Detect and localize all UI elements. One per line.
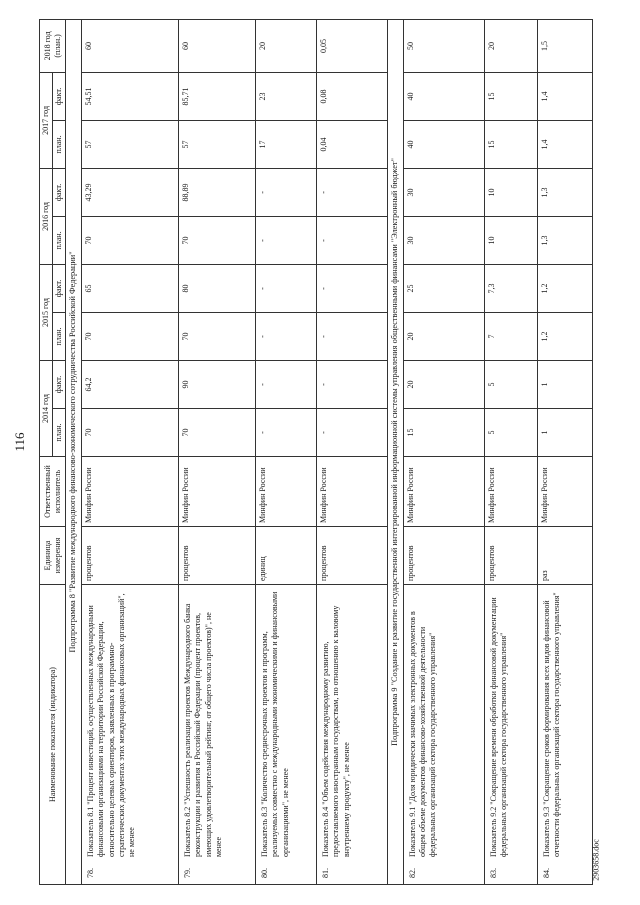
value-cell: 70: [179, 409, 256, 457]
value-cell: 15: [403, 409, 484, 457]
responsible-cell: Минфин России: [82, 457, 179, 527]
value-cell: 1,2: [537, 264, 592, 312]
page-number: 116: [12, 432, 27, 452]
indicator-cell: [317, 585, 388, 885]
responsible-cell: Минфин России: [256, 457, 317, 527]
header-fact: факт.: [53, 264, 66, 312]
value-cell: 0,08: [317, 72, 388, 120]
header-year-2018: 2018 год (план.): [40, 19, 66, 72]
value-cell: -: [256, 216, 317, 264]
value-cell: 23: [256, 72, 317, 120]
value-cell: -: [256, 264, 317, 312]
header-fact: факт.: [53, 72, 66, 120]
value-cell: 0,05: [317, 19, 388, 72]
value-cell: -: [256, 409, 317, 457]
value-cell: 15: [484, 72, 537, 120]
value-cell: 65: [82, 264, 179, 312]
header-fact: факт.: [53, 360, 66, 408]
value-cell: 0,04: [317, 120, 388, 168]
header-responsible: Ответственный исполнитель: [40, 457, 66, 527]
unit-cell: процентов: [317, 527, 388, 585]
responsible-cell: Минфин России: [484, 457, 537, 527]
unit-cell: раз: [537, 527, 592, 585]
header-year-2017: 2017 год: [40, 72, 53, 168]
indicator-cell: [82, 585, 179, 885]
value-cell: 1,2: [537, 312, 592, 360]
indicator-cell: [484, 585, 537, 885]
indicator-name: Показатель 9.3 "Сокращение сроков формирования всех видов финансовой отчетности федеральных организаций сектора государственного управления": [541, 592, 561, 857]
row-number: 78.: [86, 868, 96, 878]
row-number: 82.: [407, 868, 417, 878]
value-cell: 60: [179, 19, 256, 72]
indicator-cell: [403, 585, 484, 885]
value-cell: 25: [403, 264, 484, 312]
value-cell: 30: [403, 168, 484, 216]
header-year-2014: 2014 год: [40, 360, 53, 456]
indicator-name: Показатель 8.3 "Количество среднесрочных проектов и программ, реализуемых совместно с международными экономическими и финансовыми организациями", не менее: [260, 591, 290, 857]
header-fact: факт.: [53, 168, 66, 216]
value-cell: -: [256, 312, 317, 360]
unit-cell: процентов: [403, 527, 484, 585]
value-cell: 17: [256, 120, 317, 168]
value-cell: 70: [82, 216, 179, 264]
row-number: 81.: [321, 868, 331, 878]
header-row-years: [40, 19, 53, 884]
indicator-cell: [179, 585, 256, 885]
responsible-cell: Минфин России: [403, 457, 484, 527]
value-cell: -: [317, 168, 388, 216]
footer-filename: 2903658.doc: [591, 839, 601, 881]
header-name: Наименование показателя (индикатора): [40, 585, 66, 885]
value-cell: -: [317, 409, 388, 457]
value-cell: 1,3: [537, 168, 592, 216]
header-plan: план.: [53, 409, 66, 457]
value-cell: 20: [256, 19, 317, 72]
subprogram-8-title: Подпрограмма 8 "Развитие международного финансово-экономического сотрудничества Российской Федерации": [66, 19, 82, 884]
rotated-report-sheet: [39, 0, 584, 905]
value-cell: 1: [537, 360, 592, 408]
indicator-name: Показатель 9.1 "Доля юридически значимых электронных документов в общем объеме документов финансово-хозяйственной деятельности федеральных организаций сектора государственного управления": [407, 611, 438, 857]
indicator-table: [39, 19, 593, 885]
row-number: 80.: [260, 868, 270, 878]
value-cell: -: [317, 216, 388, 264]
unit-cell: процентов: [484, 527, 537, 585]
table-row: [317, 19, 388, 884]
value-cell: 10: [484, 168, 537, 216]
value-cell: 1,3: [537, 216, 592, 264]
value-cell: -: [256, 360, 317, 408]
value-cell: 30: [403, 216, 484, 264]
value-cell: 5: [484, 360, 537, 408]
value-cell: 1,5: [537, 19, 592, 72]
unit-cell: процентов: [82, 527, 179, 585]
header-plan: план.: [53, 312, 66, 360]
value-cell: 43,29: [82, 168, 179, 216]
subprogram-row: [388, 19, 404, 884]
table-row: [256, 19, 317, 884]
value-cell: -: [256, 168, 317, 216]
value-cell: 7: [484, 312, 537, 360]
row-number: 84.: [541, 868, 551, 878]
value-cell: 1: [537, 409, 592, 457]
value-cell: 1,4: [537, 120, 592, 168]
subprogram-9-title: Подпрограмма 9 "Создание и развитие государственной интегрированной информационной системы управления общественными финансами "Электронный бюджет": [388, 19, 404, 884]
value-cell: 70: [82, 409, 179, 457]
value-cell: 5: [484, 409, 537, 457]
responsible-cell: Минфин России: [179, 457, 256, 527]
value-cell: 80: [179, 264, 256, 312]
table-row: [537, 19, 592, 884]
value-cell: 50: [403, 19, 484, 72]
value-cell: 54,51: [82, 72, 179, 120]
value-cell: 20: [403, 312, 484, 360]
indicator-name: Показатель 9.2 "Сокращение времени обработки финансовой документации федеральных организаций сектора государственного управления": [488, 597, 508, 857]
value-cell: 7,3: [484, 264, 537, 312]
value-cell: 57: [179, 120, 256, 168]
header-year-2015: 2015 год: [40, 264, 53, 360]
value-cell: 40: [403, 72, 484, 120]
indicator-cell: [256, 585, 317, 885]
responsible-cell: Минфин России: [317, 457, 388, 527]
unit-cell: процентов: [179, 527, 256, 585]
header-unit: Единица измерения: [40, 527, 66, 585]
table-row: [403, 19, 484, 884]
value-cell: 88,89: [179, 168, 256, 216]
indicator-name: Показатель 8.2 "Успешность реализации проектов Международного банка реконструкции и развития в Российской Федерации (процент проектов, имеющих удовлетворительный рейтинг, от общего числа проектов)", не менее: [183, 603, 223, 857]
indicator-cell: [537, 585, 592, 885]
value-cell: 64,2: [82, 360, 179, 408]
value-cell: 20: [403, 360, 484, 408]
value-cell: 70: [179, 216, 256, 264]
value-cell: 40: [403, 120, 484, 168]
header-plan: план.: [53, 120, 66, 168]
value-cell: 20: [484, 19, 537, 72]
subprogram-row: [66, 19, 82, 884]
row-number: 83.: [488, 868, 498, 878]
value-cell: 85,71: [179, 72, 256, 120]
indicator-name: Показатель 8.4 "Объем содействия международному развитию, предоставляемого иностранным государствам, по отношению к валовому внутреннему продукту", не менее: [321, 605, 351, 857]
row-number: 79.: [183, 868, 193, 878]
unit-cell: единиц: [256, 527, 317, 585]
value-cell: 57: [82, 120, 179, 168]
value-cell: 70: [179, 312, 256, 360]
value-cell: 70: [82, 312, 179, 360]
value-cell: 10: [484, 216, 537, 264]
value-cell: 15: [484, 120, 537, 168]
table-row: [82, 19, 179, 884]
table-row: [179, 19, 256, 884]
value-cell: -: [317, 312, 388, 360]
responsible-cell: Минфин России: [537, 457, 592, 527]
indicator-name: Показатель 8.1 "Процент инвестиций, осуществленных международными финансовыми организациями на территории Российской Федерации, относительно целевых ориентиров, заявленных в программно-стратегических документах этих международных финансовых организаций", не менее: [86, 593, 137, 857]
value-cell: 1,4: [537, 72, 592, 120]
header-plan: план.: [53, 216, 66, 264]
header-year-2016: 2016 год: [40, 168, 53, 264]
value-cell: 90: [179, 360, 256, 408]
table-row: [484, 19, 537, 884]
value-cell: 60: [82, 19, 179, 72]
value-cell: -: [317, 360, 388, 408]
value-cell: -: [317, 264, 388, 312]
